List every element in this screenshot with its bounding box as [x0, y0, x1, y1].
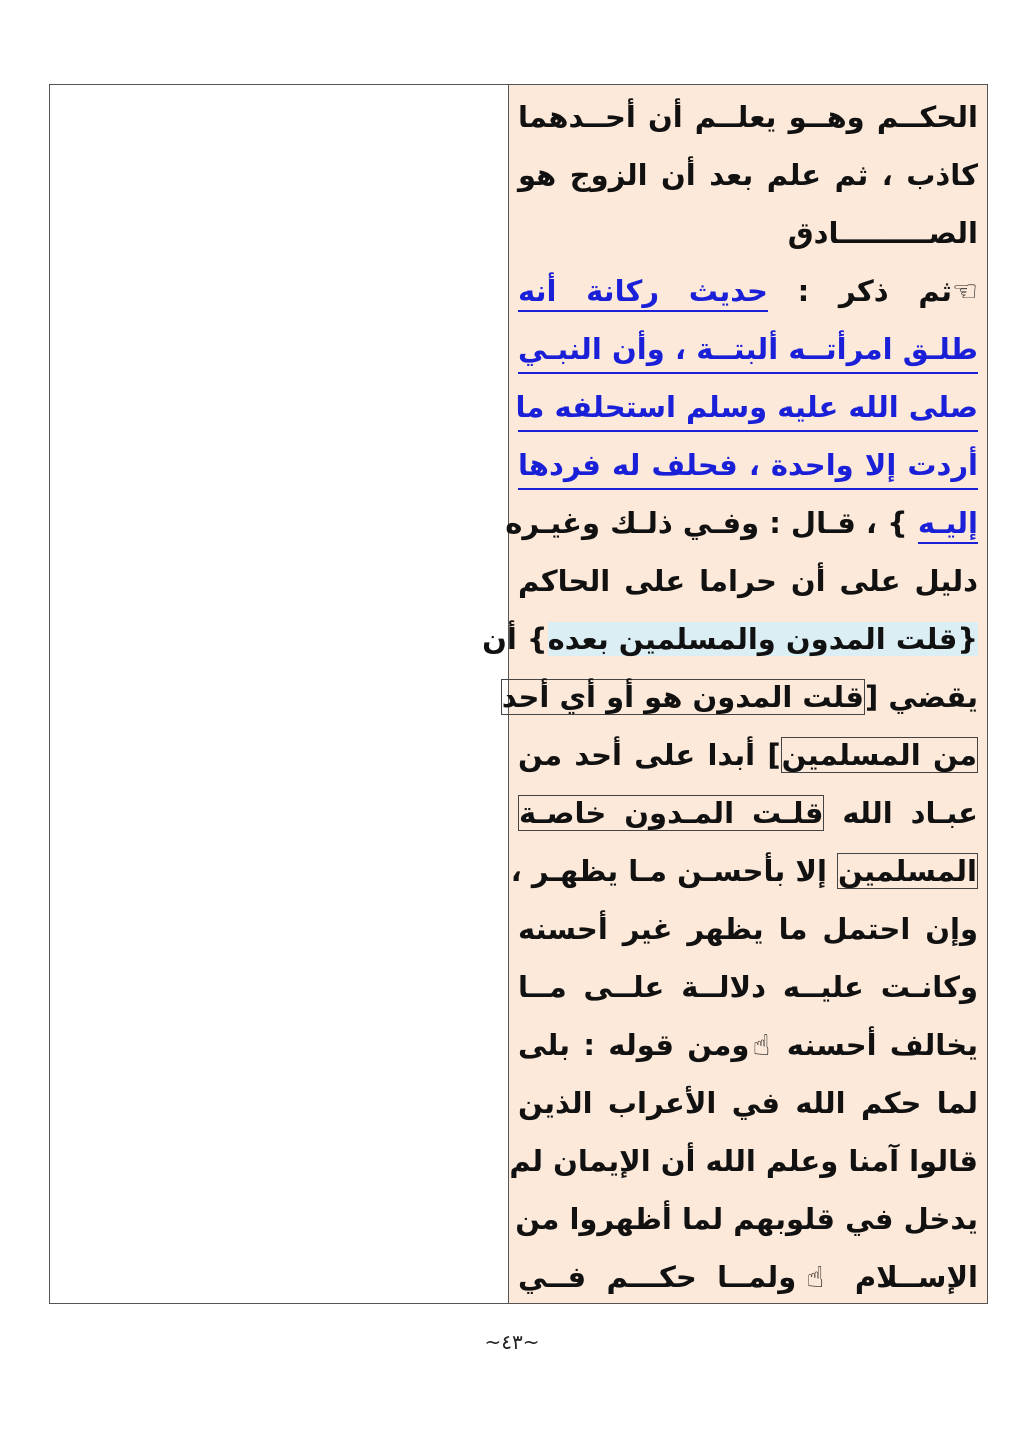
- text-line: {قلت المدون والمسلمين بعده} أن: [482, 622, 978, 656]
- text-line: دليل على أن حراما على الحاكم: [518, 564, 978, 598]
- text-line: ☜ثم ذكر : حديث ركانة أنه: [518, 263, 978, 320]
- empty-left-column: [50, 85, 508, 1303]
- page-table: [49, 84, 988, 1304]
- page-number: ~٤٣~: [484, 1330, 540, 1354]
- text-line: الإســلام ☝ولمــا حكـــم فــي: [518, 1260, 978, 1294]
- editor-note-highlight: {قلت المدون والمسلمين بعده: [547, 622, 978, 656]
- hadith-title: حديث ركانة أنه: [518, 274, 768, 312]
- hadith-underline: [518, 372, 978, 374]
- text-line: إليـه } ، قـال : وفـي ذلـك وغيـره: [518, 495, 978, 552]
- text-line: يدخل في قلوبهم لما أظهروا من: [515, 1202, 978, 1236]
- text-line: وإن احتمل ما يظهر غير أحسنه: [518, 912, 978, 946]
- text-line: لما حكم الله في الأعراب الذين: [518, 1086, 978, 1120]
- editor-note-box: من المسلمين: [781, 738, 977, 772]
- text-line: وكانـت عليــه دلالــة علــى مــا: [518, 970, 978, 1004]
- text-column: [482, 85, 987, 1303]
- hadith-line: طلـق امرأتــه ألبتــة ، وأن النبـي: [518, 332, 978, 366]
- text-line: كاذب ، ثم علم بعد أن الزوج هو: [518, 158, 978, 192]
- hadith-end: إليـه: [918, 506, 978, 544]
- editor-note-box: المسلمين: [838, 854, 977, 888]
- editor-note-box: قلت المدون هو أو أي أحد: [501, 680, 864, 714]
- hadith-underline: [518, 430, 978, 432]
- hadith-line: أردت إلا واحدة ، فحلف له فردها: [518, 448, 978, 482]
- text-line: المسلمين إلا بأحسـن مـا يظهـر ،: [510, 854, 977, 888]
- text-line: عبـاد الله قلـت المـدون خاصـة: [519, 796, 978, 830]
- editor-note-box: قلـت المـدون خاصـة: [519, 796, 824, 830]
- text-line: الحكــم وهــو يعلــم أن أحــدهما: [518, 100, 978, 134]
- text-line: يقضي [قلت المدون هو أو أي أحد: [501, 680, 978, 714]
- hadith-underline: [518, 488, 978, 490]
- hadith-line: صلى الله عليه وسلم استحلفه ما: [515, 390, 978, 424]
- text-line: يخالف أحسنه ☝ومن قوله : بلى: [518, 1028, 978, 1062]
- text-line: من المسلمين] أبدا على أحد من: [518, 738, 977, 772]
- text-line: الصـــــــــادق: [787, 216, 978, 250]
- text-line: قالوا آمنا وعلم الله أن الإيمان لم: [509, 1144, 978, 1178]
